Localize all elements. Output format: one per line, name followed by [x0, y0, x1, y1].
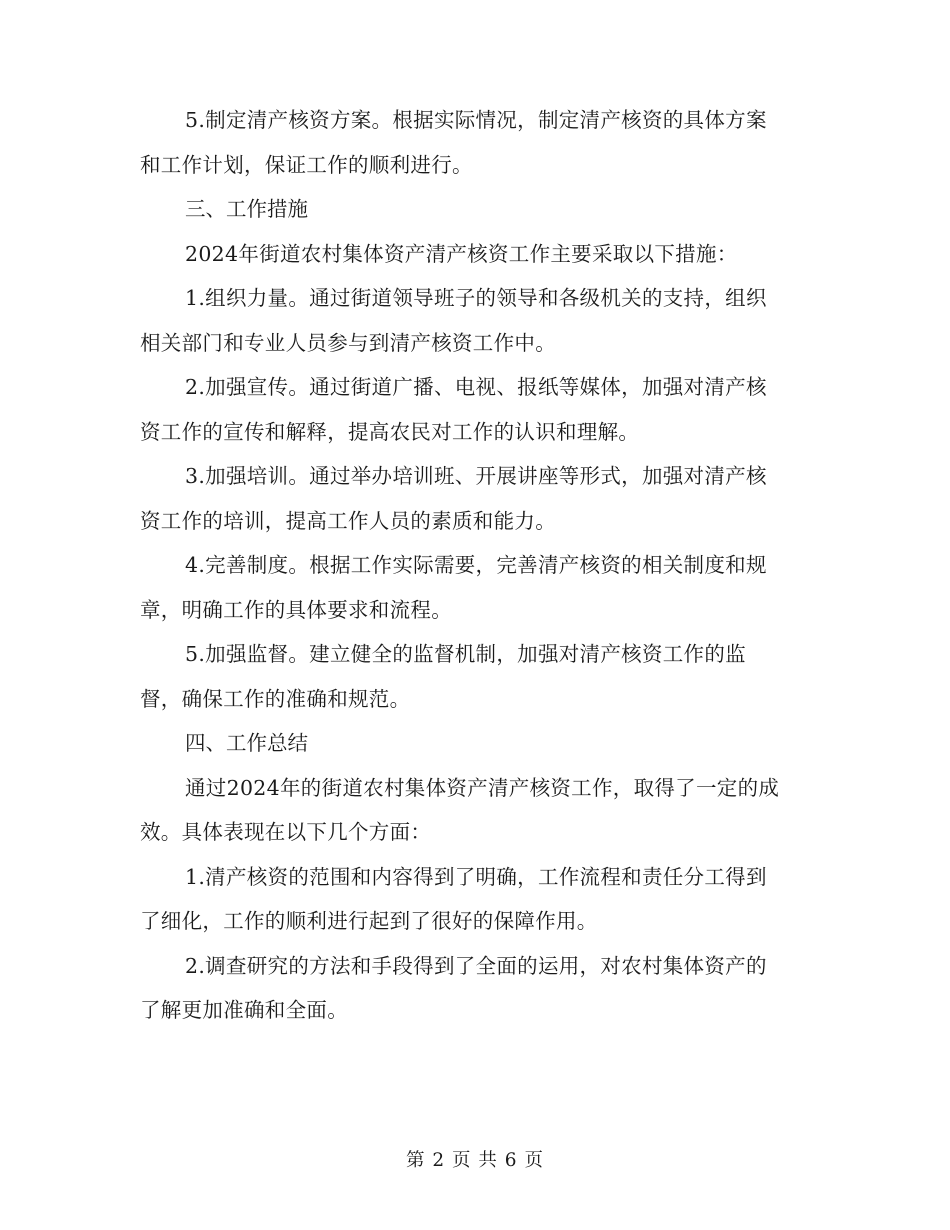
paragraph-line: 4.完善制度。根据工作实际需要，完善清产核资的相关制度和规	[185, 553, 767, 577]
paragraph-summary-1	[140, 855, 805, 944]
paragraph-line: 和工作计划，保证工作的顺利进行。	[140, 152, 473, 177]
paragraph-summary-2	[140, 944, 805, 1033]
paragraph-line: 资工作的培训，提高工作人员的素质和能力。	[140, 508, 556, 533]
paragraph-line: 督，确保工作的准确和规范。	[140, 686, 411, 711]
paragraph-line: 1.清产核资的范围和内容得到了明确，工作流程和责任分工得到	[185, 864, 767, 889]
paragraph-summary-intro	[140, 766, 805, 855]
section-heading-summary	[140, 721, 805, 766]
paragraph-line: 了细化，工作的顺利进行起到了很好的保障作用。	[140, 909, 598, 933]
paragraph-line: 5.制定清产核资方案。根据实际情况，制定清产核资的具体方案	[185, 108, 767, 132]
paragraph-line: 1.组织力量。通过街道领导班子的领导和各级机关的支持，组织	[185, 286, 767, 310]
paragraph-line: 效。具体表现在以下几个方面：	[140, 820, 432, 844]
paragraph-line: 了解更加准确和全面。	[140, 998, 348, 1022]
heading-text: 四、工作总结	[185, 731, 308, 755]
paragraph-line: 章，明确工作的具体要求和流程。	[140, 597, 452, 622]
paragraph-line: 资工作的宣传和解释，提高农民对工作的认识和理解。	[140, 419, 640, 444]
paragraph-line: 通过2024年的街道农村集体资产清产核资工作，取得了一定的成	[185, 775, 780, 800]
section-heading-measures	[140, 187, 805, 232]
page-number-text: 第 2 页 共 6 页	[406, 1150, 544, 1171]
paragraph-line: 5.加强监督。建立健全的监督机制，加强对清产核资工作的监	[185, 642, 746, 666]
paragraph-supervision	[140, 632, 805, 721]
paragraph-intro-measures	[140, 232, 805, 277]
paragraph-system	[140, 543, 805, 632]
document-body	[140, 98, 805, 1033]
paragraph-line: 2.加强宣传。通过街道广播、电视、报纸等媒体，加强对清产核	[185, 375, 767, 399]
paragraph-line: 3.加强培训。通过举办培训班、开展讲座等形式，加强对清产核	[185, 464, 767, 488]
page-footer	[0, 1146, 950, 1172]
paragraph-line: 2024年街道农村集体资产清产核资工作主要采取以下措施：	[185, 241, 738, 266]
heading-text: 三、工作措施	[185, 197, 308, 221]
paragraph-organize	[140, 276, 805, 365]
paragraph-publicity	[140, 365, 805, 454]
paragraph-line: 2.调查研究的方法和手段得到了全面的运用，对农村集体资产的	[185, 953, 767, 978]
paragraph-plan	[140, 98, 805, 187]
paragraph-line: 相关部门和专业人员参与到清产核资工作中。	[140, 330, 556, 355]
paragraph-training	[140, 454, 805, 543]
